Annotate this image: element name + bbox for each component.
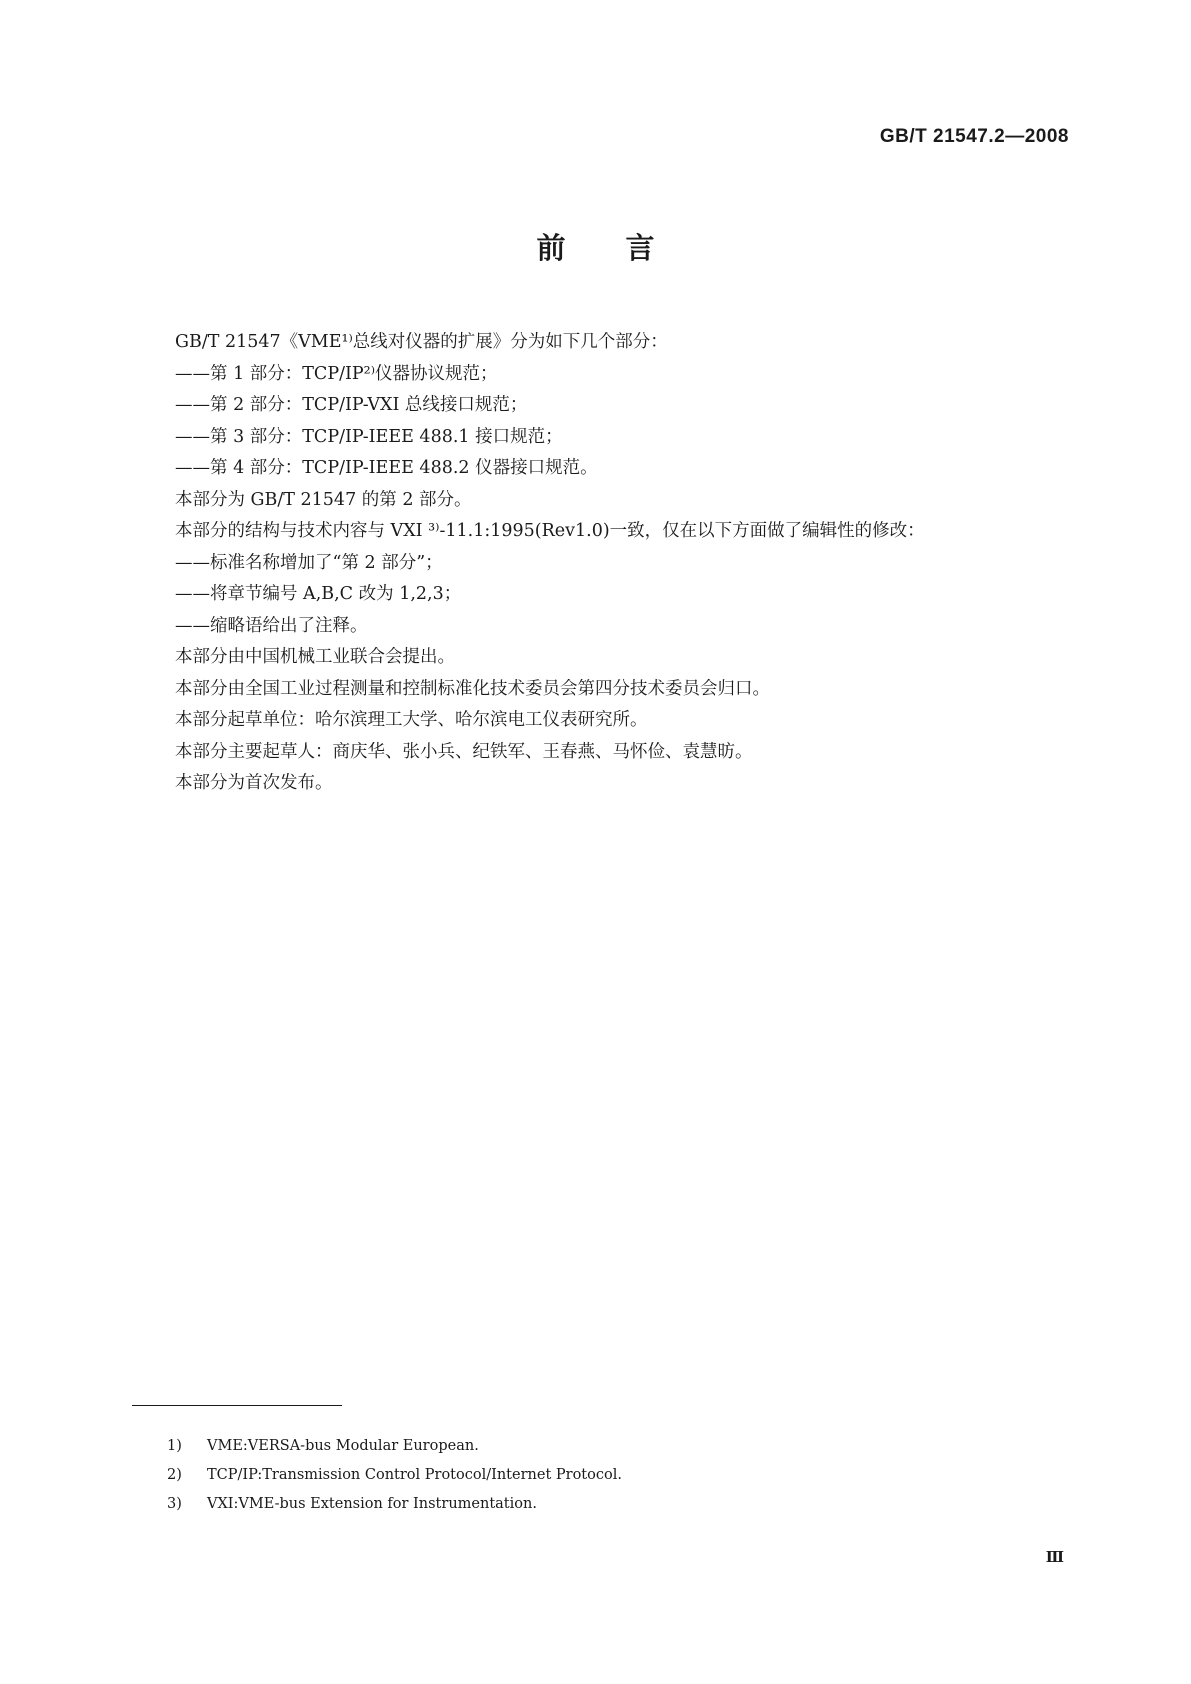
page-number: Ⅲ	[1045, 1548, 1064, 1566]
foreword-body	[175, 327, 1075, 800]
page-title: 前言	[536, 231, 715, 265]
list-item-part-3: ——第 3 部分：TCP/IP-IEEE 488.1 接口规范；	[175, 426, 563, 447]
list-item-change-2: ——将章节编号 A,B,C 改为 1,2,3；	[175, 584, 462, 604]
standard-number: GB/T 21547.2—2008	[879, 126, 1069, 147]
footnote-text: VXI:VME-bus Extension for Instrumentation.	[207, 1496, 537, 1512]
paragraph-drafters: 本部分主要起草人：商庆华、张小兵、纪铁军、王春燕、马怀俭、袁慧昉。	[175, 741, 753, 762]
paragraph-drafting-units: 本部分起草单位：哈尔滨理工大学、哈尔滨电工仪表研究所。	[175, 710, 648, 730]
footnote-number: 3)	[167, 1496, 182, 1512]
paragraph-structure: 本部分的结构与技术内容与 VXI ³⁾-11.1:1995(Rev1.0)一致，仅在以下方面做了编辑性的修改：	[175, 521, 925, 541]
paragraph-first-release: 本部分为首次发布。	[175, 773, 333, 793]
footnotes	[167, 1432, 622, 1519]
footnote-number: 2)	[167, 1467, 182, 1483]
list-item-part-2: ——第 2 部分：TCP/IP-VXI 总线接口规范；	[175, 395, 528, 415]
footnote-item	[167, 1432, 622, 1461]
list-item-part-4: ——第 4 部分：TCP/IP-IEEE 488.2 仪器接口规范。	[175, 458, 598, 478]
list-item-change-1: ——标准名称增加了“第 2 部分”；	[175, 552, 443, 573]
list-item-part-1: ——第 1 部分：TCP/IP²⁾仪器协议规范；	[175, 363, 498, 384]
paragraph-committee: 本部分由全国工业过程测量和控制标准化技术委员会第四分技术委员会归口。	[175, 678, 770, 699]
footnote-item	[167, 1461, 622, 1490]
footnote-divider	[132, 1405, 342, 1406]
footnote-text: VME:VERSA-bus Modular European.	[207, 1438, 479, 1454]
paragraph-part-statement: 本部分为 GB/T 21547 的第 2 部分。	[175, 489, 472, 510]
footnote-item	[167, 1490, 622, 1519]
footnote-number: 1)	[167, 1438, 182, 1454]
paragraph-proposer: 本部分由中国机械工业联合会提出。	[175, 647, 455, 667]
footnote-text: TCP/IP:Transmission Control Protocol/Internet Protocol.	[207, 1467, 622, 1483]
list-item-change-3: ——缩略语给出了注释。	[175, 615, 368, 636]
paragraph-intro: GB/T 21547《VME¹⁾总线对仪器的扩展》分为如下几个部分：	[175, 332, 668, 352]
